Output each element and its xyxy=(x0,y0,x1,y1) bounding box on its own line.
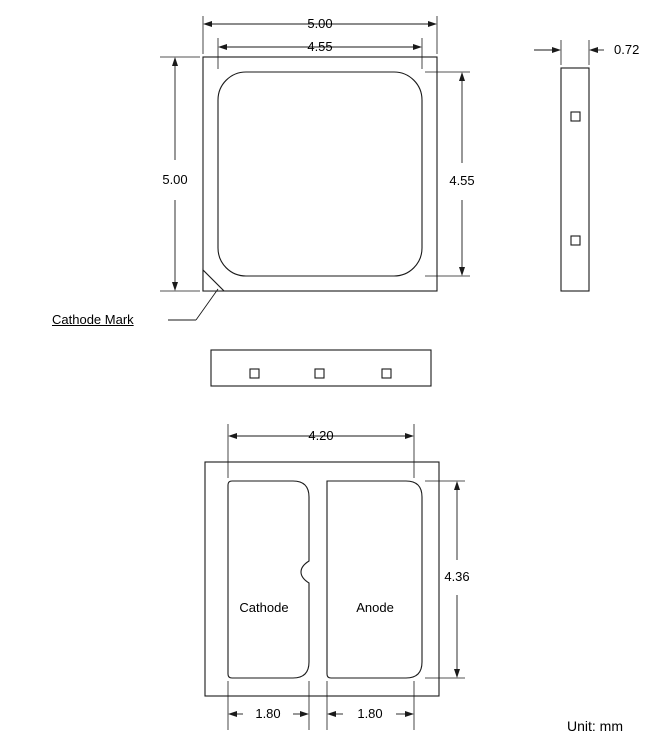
pad-label-cathode: Cathode xyxy=(239,600,289,615)
bottom-side-view-pad-2 xyxy=(315,369,324,378)
right-side-view-body xyxy=(561,68,589,291)
bottom-side-view-pad-3 xyxy=(382,369,391,378)
dim-label-top-inner-height: 4.55 xyxy=(449,173,475,188)
bottom-side-view-pad-1 xyxy=(250,369,259,378)
bottom-side-view-body xyxy=(211,350,431,386)
dim-label-thickness: 0.72 xyxy=(614,42,640,57)
cathode-pad-shape xyxy=(228,481,309,678)
dim-label-top-outer-height: 5.00 xyxy=(162,172,188,187)
dim-label-pad-right-width: 1.80 xyxy=(357,706,383,721)
unit-note: Unit: mm xyxy=(567,718,623,734)
dim-label-top-inner-width: 4.55 xyxy=(307,39,333,54)
right-side-view-pad-1 xyxy=(571,112,580,121)
dim-label-pad-total-width: 4.20 xyxy=(308,428,334,443)
anode-pad-shape xyxy=(327,481,422,678)
dim-label-pad-left-width: 1.80 xyxy=(255,706,281,721)
dim-label-top-outer-width: 5.00 xyxy=(307,16,333,31)
right-side-view-pad-2 xyxy=(571,236,580,245)
cathode-mark-annotation: Cathode Mark xyxy=(52,312,134,327)
dim-label-pad-total-height: 4.36 xyxy=(444,569,470,584)
pad-label-anode: Anode xyxy=(356,600,394,615)
top-view-emitting-area xyxy=(218,72,422,276)
